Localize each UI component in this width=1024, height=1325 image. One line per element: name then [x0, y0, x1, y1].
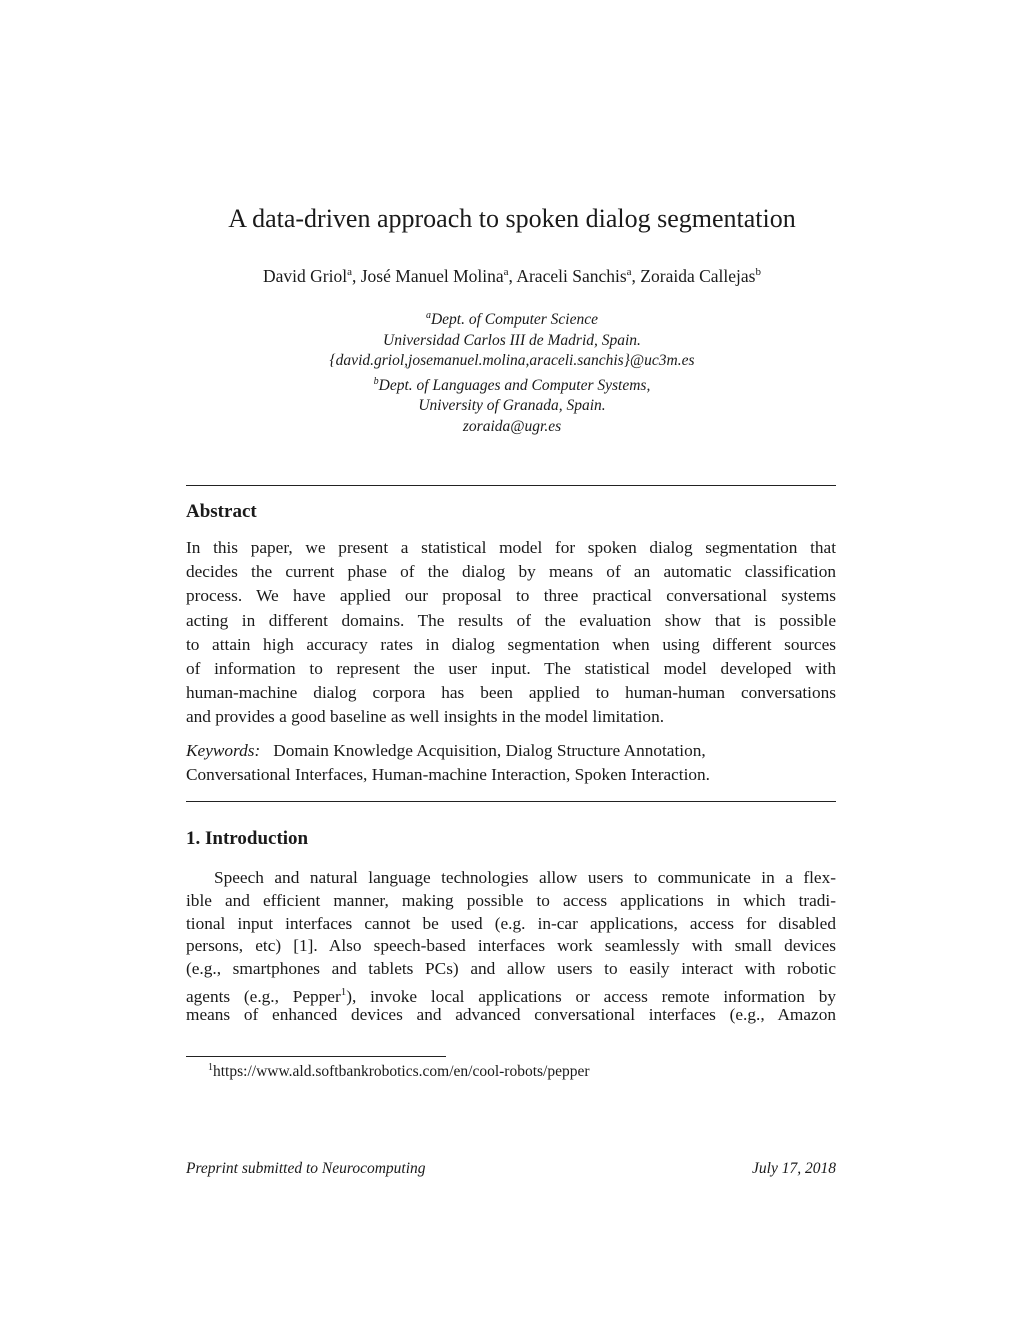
abstract-line: of information to represent the user input. The statistical model developed with: [186, 658, 836, 678]
author-separator: ,: [631, 266, 641, 286]
abstract-heading: Abstract: [186, 501, 257, 522]
intro-line: tional input interfaces cannot be used (e.g. in-car applications, access for disabled: [186, 913, 836, 933]
author-affil-mark: a: [626, 266, 632, 279]
footnote-url: https://www.ald.softbankrobotics.com/en/cool-robots/pepper: [213, 1063, 590, 1081]
abstract-line: In this paper, we present a statistical model for spoken dialog segmentation that: [186, 538, 836, 557]
abstract-line: and provides a good baseline as well insights in the model limitation.: [186, 707, 665, 727]
intro-line: persons, etc) [1]. Also speech-based interfaces work seamlessly with small devices: [186, 936, 836, 956]
keywords-line: Conversational Interfaces, Human-machine Interaction, Spoken Interaction.: [186, 765, 710, 785]
author-name: Zoraida Callejas: [640, 266, 756, 286]
abstract-bottom-rule: [186, 801, 836, 802]
author-affil-mark: b: [755, 266, 761, 279]
abstract-line: acting in different domains. The results of the evaluation show that is possible: [186, 610, 836, 630]
author-list: [0, 266, 1024, 287]
affiliation-text: Dept. of Languages and Computer Systems,: [378, 376, 651, 394]
affiliation-text: Dept. of Computer Science: [430, 311, 598, 329]
affiliation-b-university: University of Granada, Spain.: [418, 397, 606, 415]
intro-line: means of enhanced devices and advanced conversational interfaces (e.g., Amazon: [186, 1004, 836, 1024]
affiliation-a-dept: [0, 306, 1024, 331]
keywords: [186, 739, 836, 787]
author-separator: ,: [508, 266, 517, 286]
author-name: David Griol: [263, 266, 348, 286]
paper-title: A data-driven approach to spoken dialog segmentation: [228, 204, 796, 233]
keywords-label: Keywords:: [186, 741, 261, 760]
affiliation-a-university: Universidad Carlos III de Madrid, Spain.: [383, 331, 641, 349]
keywords-text: Domain Knowledge Acquisition, Dialog Structure Annotation,: [273, 741, 706, 760]
author-name: José Manuel Molina: [360, 266, 504, 286]
footnote-mark: 1: [208, 1062, 213, 1073]
affiliation-a-emails: {david.griol,josemanuel.molina,araceli.sanchis}@uc3m.es: [329, 352, 695, 370]
author-affil-mark: a: [503, 266, 509, 279]
affiliations: [0, 306, 1024, 437]
intro-line: (e.g., smartphones and tablets PCs) and allow users to easily interact with robotic: [186, 959, 836, 979]
introduction-heading: 1. Introduction: [186, 828, 309, 849]
intro-line: Speech and natural language technologies allow users to communicate in a flex-: [214, 868, 836, 887]
keywords-line: [186, 739, 836, 763]
abstract-line: to attain high accuracy rates in dialog segmentation when using different sources: [186, 634, 836, 654]
footnote-ref-mark: 1: [340, 985, 347, 998]
preprint-note: Preprint submitted to Neurocomputing: [186, 1160, 426, 1177]
intro-text: ), invoke local applications or access remote information by: [346, 986, 836, 1006]
preprint-date: July 17, 2018: [752, 1160, 836, 1177]
affiliation-mark: b: [373, 375, 379, 387]
author-separator: ,: [352, 266, 361, 286]
affiliation-b-dept: [0, 372, 1024, 397]
abstract-body: [186, 536, 836, 730]
abstract-line: process. We have applied our proposal to three practical conversational systems: [186, 586, 836, 606]
footnote-rule: [186, 1056, 446, 1057]
intro-line: [186, 981, 836, 1004]
abstract-line: decides the current phase of the dialog by means of an automatic classification: [186, 562, 836, 582]
abstract-top-rule: [186, 485, 836, 486]
footnote: [208, 1062, 590, 1081]
affiliation-mark: a: [425, 310, 431, 321]
author-name: Araceli Sanchis: [516, 266, 627, 286]
abstract-line: human-machine dialog corpora has been applied to human-human conversations: [186, 683, 836, 703]
author-affil-mark: a: [347, 266, 352, 279]
affiliation-b-email: zoraida@ugr.es: [462, 417, 562, 435]
intro-line: ible and efficient manner, making possible to access applications in which tradi-: [186, 890, 836, 910]
intro-text: agents (e.g., Pepper: [186, 986, 341, 1006]
introduction-body: [186, 867, 836, 1027]
